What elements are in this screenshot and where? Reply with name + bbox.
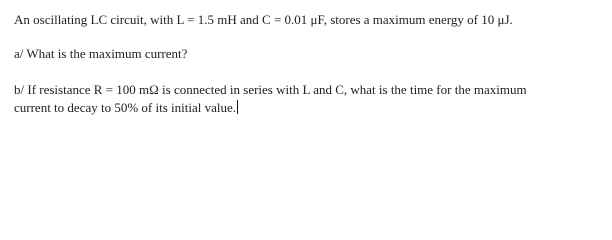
question-part-b-line-1: b/ If resistance R = 100 mΩ is connected in series with L and C, what is the time for the maximum xyxy=(14,82,527,97)
question-part-b-line-2-text: current to decay to 50% of its initial value. xyxy=(14,100,237,115)
question-part-b-line-2 xyxy=(14,100,238,116)
question-intro: An oscillating LC circuit, with L = 1.5 mH and C = 0.01 μF, stores a maximum energy of 10 μJ. xyxy=(14,12,513,27)
text-cursor xyxy=(237,100,238,114)
question-part-a: a/ What is the maximum current? xyxy=(14,46,188,61)
